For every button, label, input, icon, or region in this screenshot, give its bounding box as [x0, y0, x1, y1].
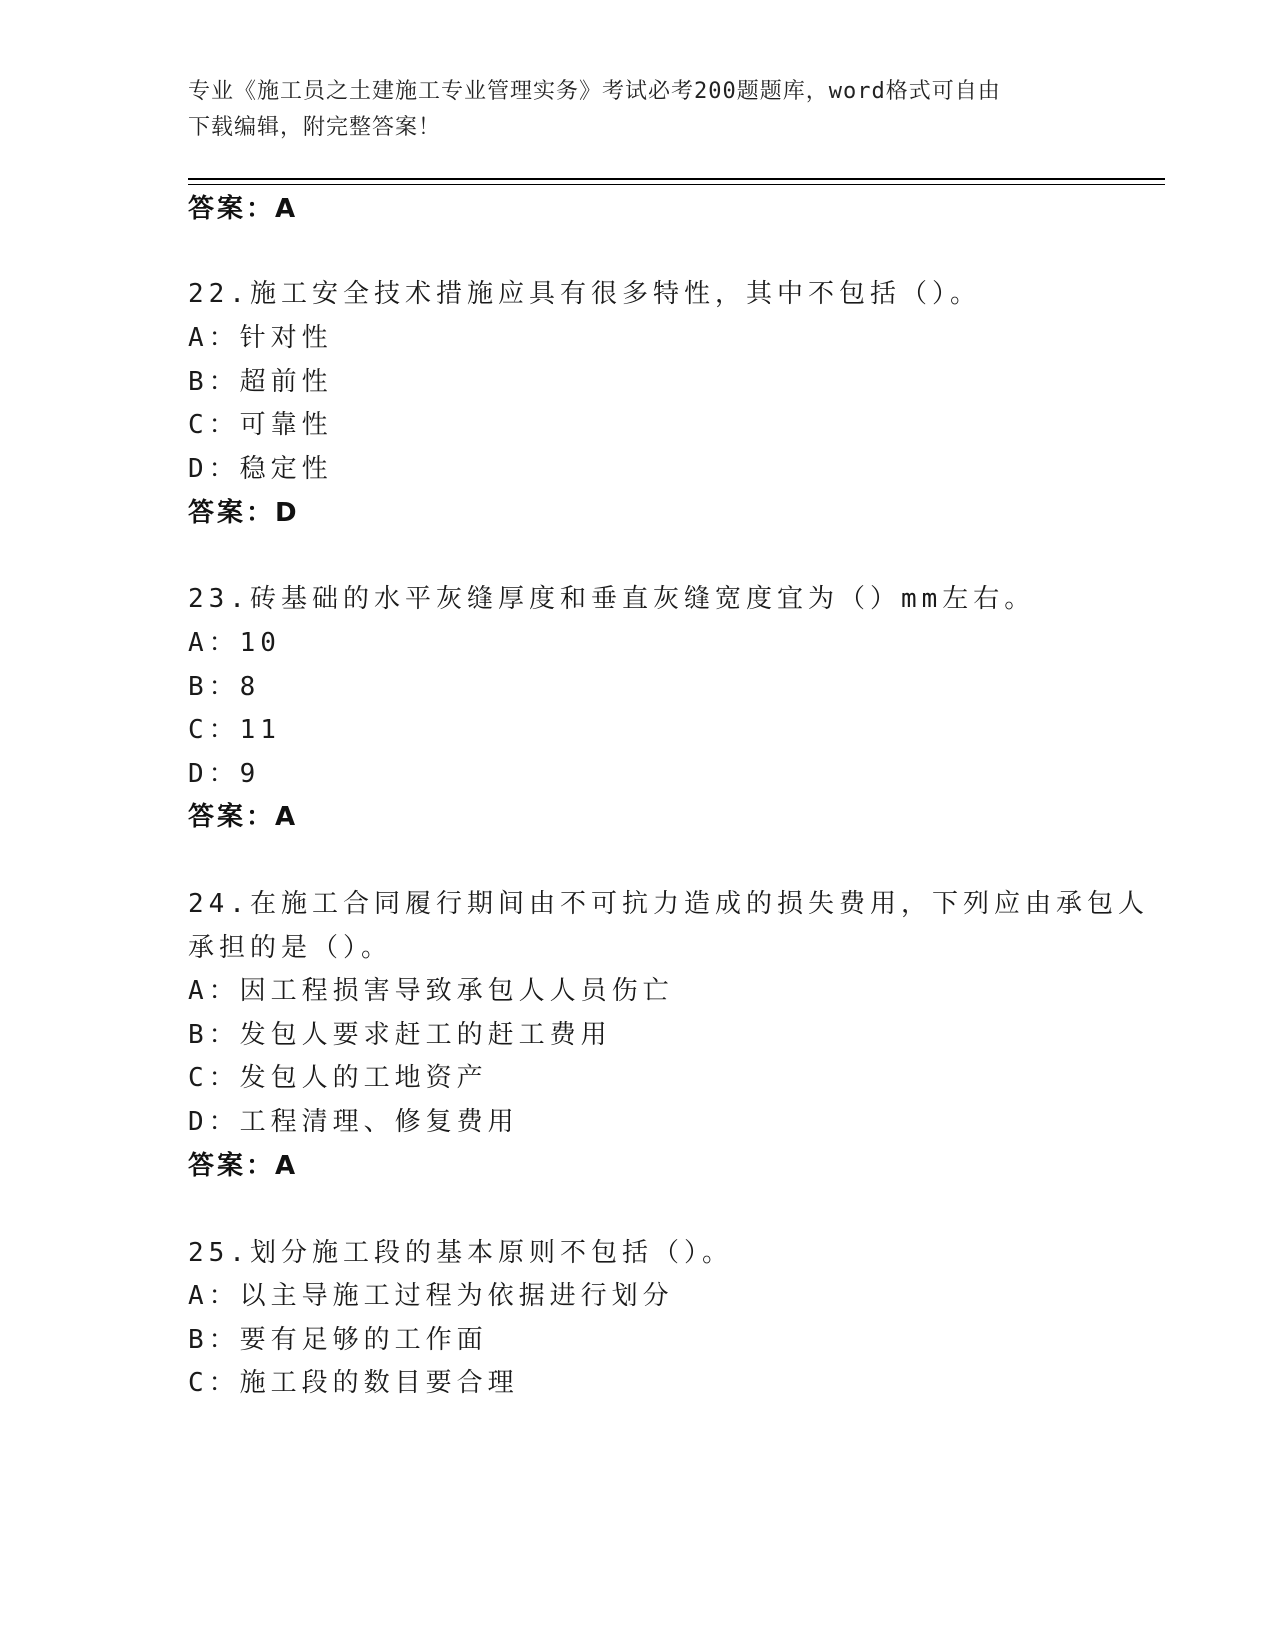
header-divider-thin — [188, 184, 1165, 185]
header-divider-thick — [188, 178, 1165, 180]
question-24-stem-line-1: 24.在施工合同履行期间由不可抗力造成的损失费用，下列应由承包人 — [188, 889, 1149, 919]
question-22-option-b: B：超前性 — [188, 367, 333, 397]
answer-q24: 答案：A — [188, 1151, 299, 1181]
question-22-option-c: C：可靠性 — [188, 410, 333, 440]
question-23-option-b: B：8 — [188, 672, 261, 702]
question-23-stem: 23.砖基础的水平灰缝厚度和垂直灰缝宽度宜为（）mm左右。 — [188, 584, 1036, 614]
question-24-option-c: C：发包人的工地资产 — [188, 1063, 488, 1093]
question-24-option-b: B：发包人要求赶工的赶工费用 — [188, 1020, 612, 1050]
question-23-option-d: D：9 — [188, 759, 261, 789]
answer-q22: 答案：D — [188, 498, 300, 528]
question-22-option-a: A：针对性 — [188, 323, 333, 353]
question-22-stem: 22.施工安全技术措施应具有很多特性，其中不包括（）。 — [188, 279, 981, 309]
question-22-option-d: D：稳定性 — [188, 454, 333, 484]
answer-q23: 答案：A — [188, 802, 299, 832]
question-23-option-a: A：10 — [188, 628, 281, 658]
question-24-option-a: A：因工程损害导致承包人人员伤亡 — [188, 976, 674, 1006]
question-25-stem: 25.划分施工段的基本原则不包括（）。 — [188, 1238, 733, 1268]
answer-q21: 答案：A — [188, 194, 299, 224]
header-line-1: 专业《施工员之土建施工专业管理实务》考试必考200题题库，word格式可自由 — [188, 79, 1001, 104]
question-25-option-c: C：施工段的数目要合理 — [188, 1368, 519, 1398]
question-24-stem-line-2: 承担的是（）。 — [188, 933, 393, 963]
question-24-option-d: D：工程清理、修复费用 — [188, 1107, 519, 1137]
header-line-2: 下载编辑，附完整答案！ — [188, 115, 442, 140]
document-header — [188, 74, 1078, 146]
question-25-option-a: A：以主导施工过程为依据进行划分 — [188, 1281, 674, 1311]
question-25-option-b: B：要有足够的工作面 — [188, 1325, 488, 1355]
question-23-option-c: C：11 — [188, 715, 281, 745]
